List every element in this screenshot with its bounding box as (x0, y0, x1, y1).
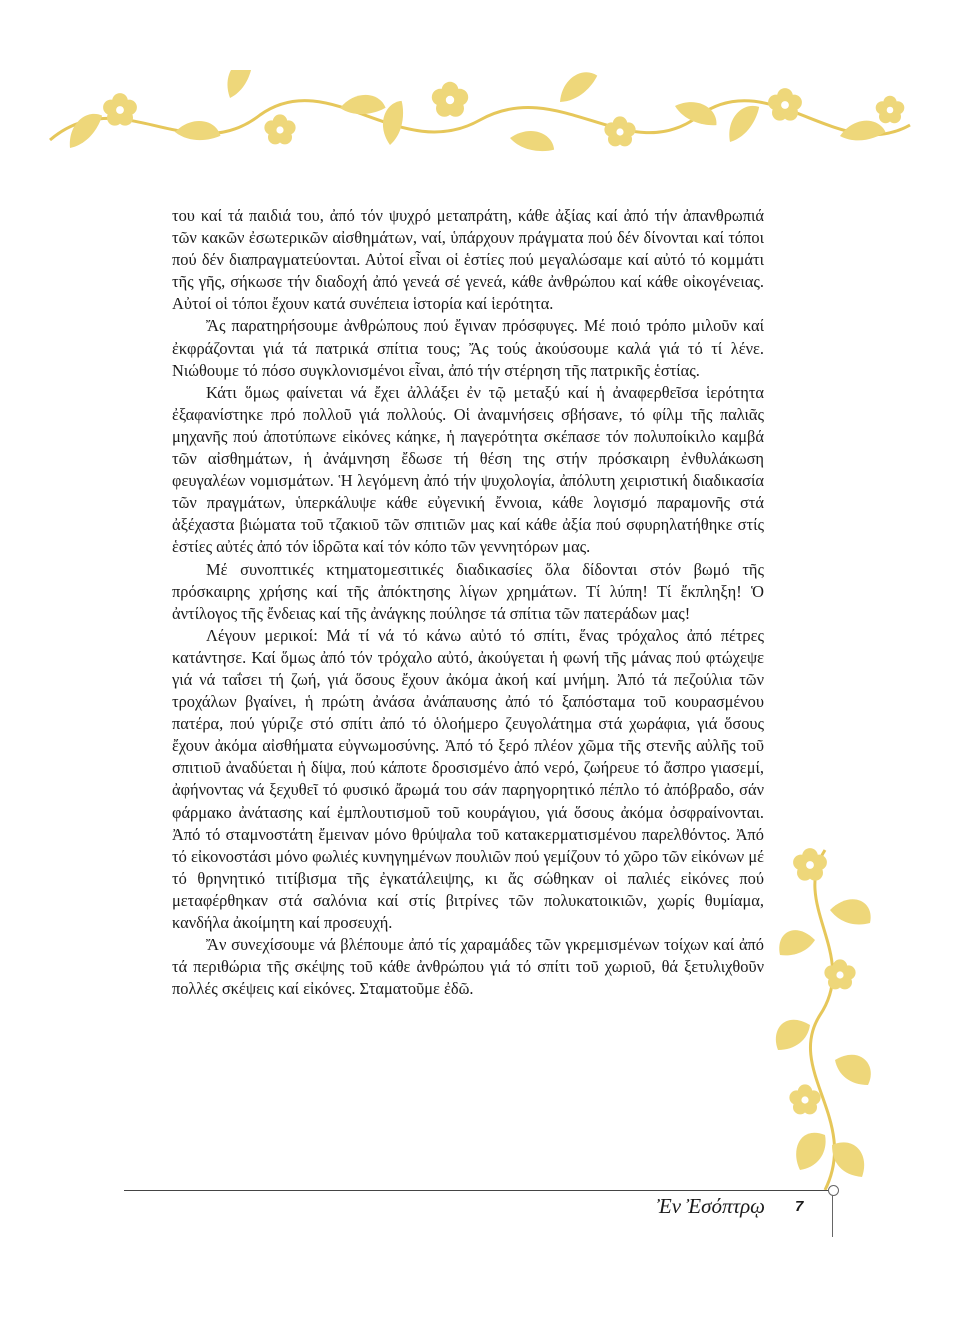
running-title: Ἐν Ἐσόπτρῳ (656, 1194, 765, 1218)
footer-vertical-rule (832, 1195, 833, 1237)
side-floral-ornament (770, 845, 880, 1195)
top-floral-ornament (40, 70, 920, 180)
paragraph: του καί τά παιδιά του, ἀπό τόν ψυχρό μεταπράτη, κάθε ἀξίας καί ἀπό τήν ἀπανθρωπιά τῶν κακῶν ἐσωτερικῶν αἰσθημάτων, ναί, ὑπάρχουν πράγματα πού δέν δίνονται καί τόποι πού δέν διαπραγματεύονται. Αὐτοί εἶναι οἱ ἑστίες πού μεγαλώσαμε καί αὐτό τό κομμάτι τῆς γῆς, σήκωσε τήν διαδοχή ἀπό γενεά σέ γενεά, κάθε ἀνθρώπου καί κάθε οἰκογένειας. Αὐτοί οἱ τόποι ἔχουν κατά συνέπεια ἱστορία καί ἱερότητα. (172, 206, 764, 314)
paragraph: Μέ συνοπτικές κτηματομεσιτικές διαδικασίες ὅλα δίδονται στόν βωμό τῆς πρόσκαιρης χρήσης καί τῆς ἀπόκτησης λίγων χρημάτων. Τί λύπη! Τί ἔκπληξη! Ὁ ἀντίλογος τῆς ἔνδειας καί τῆς ἀνάγκης πούλησε τά σπίτια τῶν πατεράδων μας! (172, 559, 764, 623)
paragraph: Ἄς παρατηρήσουμε ἀνθρώπους πού ἔγιναν πρόσφυγες. Μέ ποιό τρόπο μιλοῦν καί ἐκφράζονται γιά τά πατρικά σπίτια τους; Ἄς τούς ἀκούσουμε καλά γιά τό τί λένε. Νιώθουμε τό πόσο συγκλονισμένοι εἶναι, ἀπό τήν στέρηση τῆς πατρικῆς ἑστίας. (172, 316, 764, 380)
footer-ornament-dot (828, 1185, 839, 1196)
main-body-text (172, 205, 764, 1000)
footer-rule (124, 1190, 832, 1191)
paragraph: Κάτι ὅμως φαίνεται νά ἔχει ἀλλάξει ἐν τῷ μεταξύ καί ἡ ἀναφερθεῖσα ἱερότητα ἐξαφανίστηκε πρό πολλοῦ γιά πολλούς. Οἱ ἀναμνήσεις σβήσανε, τό φίλμ τῆς παλιᾶς μηχανῆς πού ἀποτύπωνε εἰκόνες κάηκε, ἡ παγερότητα σκέπασε τόν πολυποίκιλο καμβά τῶν αἰσθημάτων, ἡ ἀνάμνηση ἔδωσε τή θέση της στήν πρόσκαιρη ἐνθυλάκωση φευγαλέων νομισμάτων. Ἡ λεγόμενη ἀπό τήν ψυχολογία, ἀπόλυτη χειριστική διαδικασία τῶν πραγμάτων, ὑπερκάλυψε κάθε εὐγενική ἔννοια, κάθε λογισμό παραμονῆς στά ἀξέχαστα βιώματα τοῦ τζακιοῦ τῶν σπιτιῶν μας καί κάθε ἀξία πού σφυρηλατήθηκε στίς ἑστίες αὐτές ἀπό τόν ἱδρῶτα καί τόν κόπο τῶν γεννητόρων μας. (172, 382, 764, 557)
paragraph: Λέγουν μερικοί: Μά τί νά τό κάνω αὐτό τό σπίτι, ἕνας τρόχαλος ἀπό πέτρες κατάντησε. Καί ὅμως ἀπό τόν τρόχαλο αὐτό, ἀκούγεται ἡ φωνή τῆς μάνας πού φτώχεψε γιά νά ταΐσει τή ζωή, γιά ὅσους ἔχουν ἀκόμα ἀκοή καί μνήμη. Ἀπό τά πεζούλια τῶν τροχάλων βγαίνει, ἡ πρώτη ἀνάσα ἀνάπαυσης ἀπό τό ξαπόσταμα τοῦ κουρασμένου πατέρα, πού γύριζε στό σπίτι ἀπό τό ὁλοήμερο ζευγολάτημα στά χωράφια, γιά ὅσους ἔχουν ἀκόμα αἰσθήματα εὐγνωμοσύνης. Ἀπό τό ξερό πλέον χῶμα τῆς στενῆς αὐλῆς τοῦ σπιτιοῦ ἀναδύεται ἡ δίψα, πού κάποτε δροσισμένο ἀπό νερό, ζωήρευε τό ἄσπρο γιασεμί, ἀφήνοντας νά ξεχυθεῖ τό φυσικό ἄρωμά του σάν παρηγορητικό πέπλο τό ἀπόβραδο, σάν φάρμακο ἀνάτασης καί ἐμπλουτισμοῦ τοῦ κουράγιου, γιά ὅσους ἀκόμα ὀσφραίνονται. Ἀπό τό σταμνοστάτη ἔμειναν μόνο θρύψαλα τοῦ κατακερματισμένου παρελθόντος. Ἀπό τό εἰκονοστάσι μόνο φωλιές κυνηγημένων πουλιῶν πού γεμίζουν τό χῶρο τῶν εἰκόνων μέ τό θρηνητικό τιτίβισμα τῆς ἐγκατάλειψης, κι ἄς σώθηκαν οἱ παλιές εἰκόνες πού μεταφέρθηκαν στά σαλόνια καί στίς βιτρίνες τῶν πολυκατοικιῶν, χωρίς θυμίαμα, κανδήλα ἀκοίμητη καί προσευχή. (172, 625, 764, 932)
page-number: 7 (795, 1198, 804, 1215)
paragraph: Ἄν συνεχίσουμε νά βλέπουμε ἀπό τίς χαραμάδες τῶν γκρεμισμένων τοίχων καί ἀπό τά περιθώρια τῆς σκέψης τοῦ κάθε ἀνθρώπου γιά τό σπίτι τοῦ χωριοῦ, θά ξετυλιχθοῦν πολλές σκέψεις καί εἰκόνες. Σταματοῦμε ἐδῶ. (172, 935, 764, 999)
